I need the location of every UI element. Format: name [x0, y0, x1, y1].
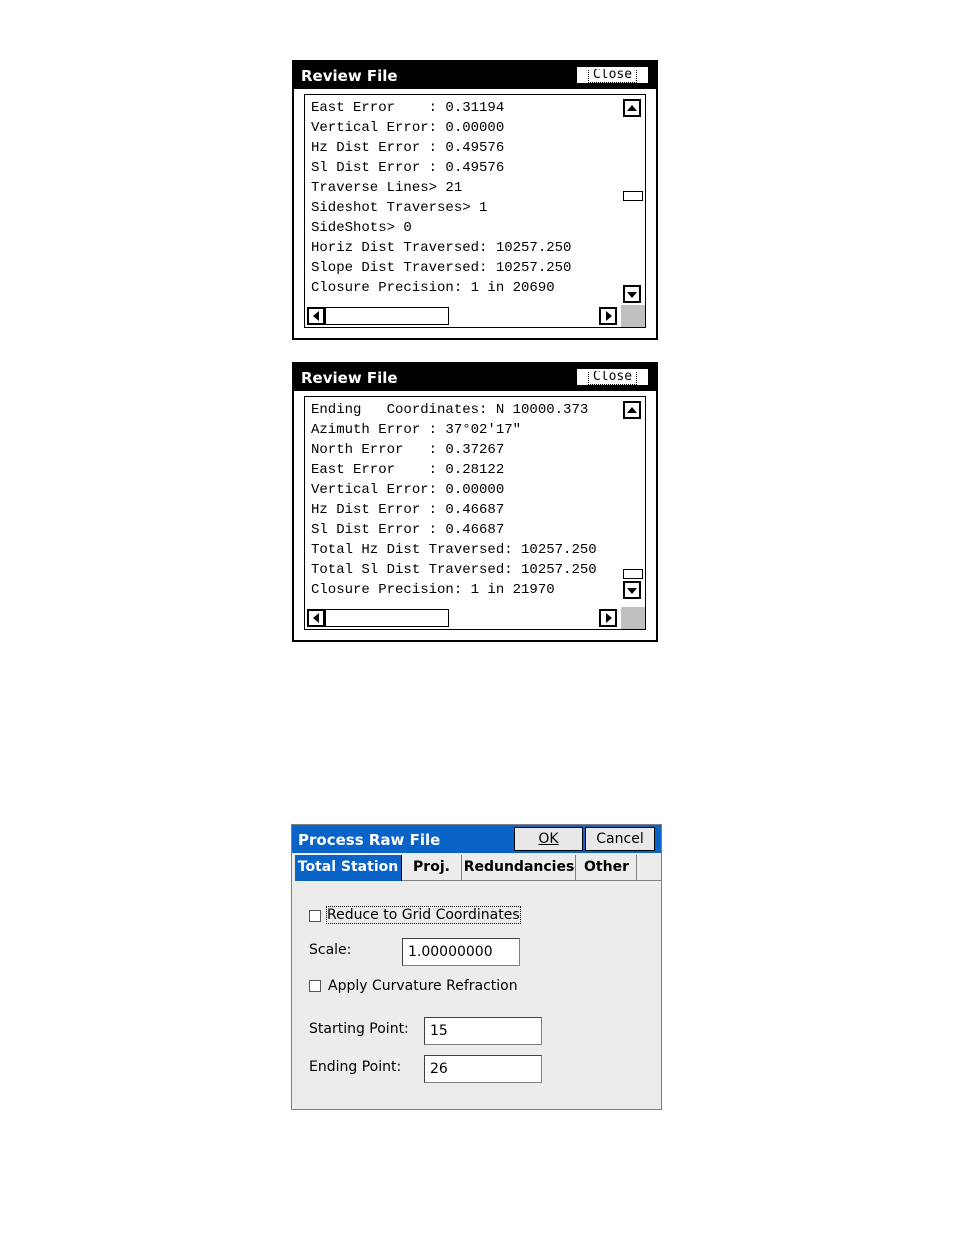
scroll-corner: [621, 305, 645, 327]
review-line: Ending Coordinates: N 10000.373: [311, 402, 589, 418]
arrow-down-icon: [627, 588, 637, 594]
close-button[interactable]: Close: [576, 66, 649, 84]
horizontal-scroll-thumb[interactable]: [325, 609, 449, 627]
tab-strip: [292, 855, 661, 881]
tab-divider: [402, 880, 661, 881]
scroll-right-button[interactable]: [599, 609, 617, 627]
tab-total-station[interactable]: Total Station: [295, 855, 402, 881]
review-line: Hz Dist Error : 0.49576: [311, 140, 505, 156]
vertical-scrollbar[interactable]: [621, 397, 645, 609]
scroll-corner: [621, 607, 645, 629]
scroll-left-button[interactable]: [307, 609, 325, 627]
reduce-to-grid-checkbox[interactable]: [309, 910, 321, 922]
arrow-right-icon: [606, 311, 612, 321]
window-title: Review File: [301, 369, 398, 387]
review-line: Slope Dist Traversed: 10257.250: [311, 260, 572, 276]
review-line: Sl Dist Error : 0.46687: [311, 522, 505, 538]
cancel-button[interactable]: Cancel: [585, 827, 655, 851]
review-line: Vertical Error: 0.00000: [311, 120, 505, 136]
ending-point-label: Ending Point:: [309, 1059, 402, 1075]
scale-input[interactable]: 1.00000000: [402, 938, 520, 966]
scale-label: Scale:: [309, 942, 352, 958]
arrow-left-icon: [313, 311, 319, 321]
horizontal-scrollbar[interactable]: [305, 305, 621, 327]
arrow-left-icon: [313, 613, 319, 623]
tab-redundancies[interactable]: Redundancies: [463, 855, 576, 881]
dialog-title: Process Raw File: [298, 831, 441, 849]
review-line: SideShots> 0: [311, 220, 412, 236]
review-line: Total Hz Dist Traversed: 10257.250: [311, 542, 597, 558]
curvature-refraction-label[interactable]: Apply Curvature Refraction: [328, 978, 518, 994]
window-title: Review File: [301, 67, 398, 85]
review-line: Sl Dist Error : 0.49576: [311, 160, 505, 176]
vertical-scroll-thumb[interactable]: [623, 191, 643, 201]
scroll-right-button[interactable]: [599, 307, 617, 325]
ok-button[interactable]: OK: [514, 827, 583, 851]
review-line: Vertical Error: 0.00000: [311, 482, 505, 498]
scroll-down-button[interactable]: [623, 285, 641, 303]
vertical-scroll-thumb[interactable]: [623, 569, 643, 579]
curvature-refraction-checkbox[interactable]: [309, 980, 321, 992]
review-line: Closure Precision: 1 in 21970: [311, 582, 555, 598]
review-lines: [311, 401, 629, 601]
arrow-up-icon: [627, 407, 637, 413]
horizontal-scroll-thumb[interactable]: [325, 307, 449, 325]
close-button[interactable]: Close: [576, 368, 649, 386]
starting-point-label: Starting Point:: [309, 1021, 409, 1037]
tab-proj[interactable]: Proj.: [402, 855, 462, 881]
vertical-scrollbar[interactable]: [621, 95, 645, 307]
scroll-up-button[interactable]: [623, 99, 641, 117]
review-line: Azimuth Error : 37°02'17": [311, 422, 522, 438]
review-file-window-1: [292, 60, 658, 340]
review-line: Horiz Dist Traversed: 10257.250: [311, 240, 572, 256]
process-raw-file-dialog: [291, 824, 662, 1110]
ending-point-input[interactable]: 26: [424, 1055, 542, 1083]
arrow-down-icon: [627, 292, 637, 298]
arrow-up-icon: [627, 105, 637, 111]
review-text-view[interactable]: [304, 396, 646, 630]
total-station-panel: [292, 882, 661, 1109]
review-line: East Error : 0.28122: [311, 462, 505, 478]
reduce-to-grid-label[interactable]: Reduce to Grid Coordinates: [327, 907, 520, 923]
dialog-titlebar: [292, 825, 661, 853]
review-file-titlebar: [294, 364, 656, 391]
review-line: Hz Dist Error : 0.46687: [311, 502, 505, 518]
review-file-window-2: [292, 362, 658, 642]
review-lines: [311, 99, 621, 299]
scroll-down-button[interactable]: [623, 581, 641, 599]
scroll-up-button[interactable]: [623, 401, 641, 419]
scroll-left-button[interactable]: [307, 307, 325, 325]
review-text-view[interactable]: [304, 94, 646, 328]
starting-point-input[interactable]: 15: [424, 1017, 542, 1045]
arrow-right-icon: [606, 613, 612, 623]
review-line: Total Sl Dist Traversed: 10257.250: [311, 562, 597, 578]
review-line: Traverse Lines> 21: [311, 180, 463, 196]
review-line: East Error : 0.31194: [311, 100, 505, 116]
review-line: North Error : 0.37267: [311, 442, 505, 458]
review-line: Closure Precision: 1 in 20690: [311, 280, 555, 296]
review-line: Sideshot Traverses> 1: [311, 200, 488, 216]
review-file-titlebar: [294, 62, 656, 89]
horizontal-scrollbar[interactable]: [305, 607, 621, 629]
tab-other[interactable]: Other: [577, 855, 637, 881]
